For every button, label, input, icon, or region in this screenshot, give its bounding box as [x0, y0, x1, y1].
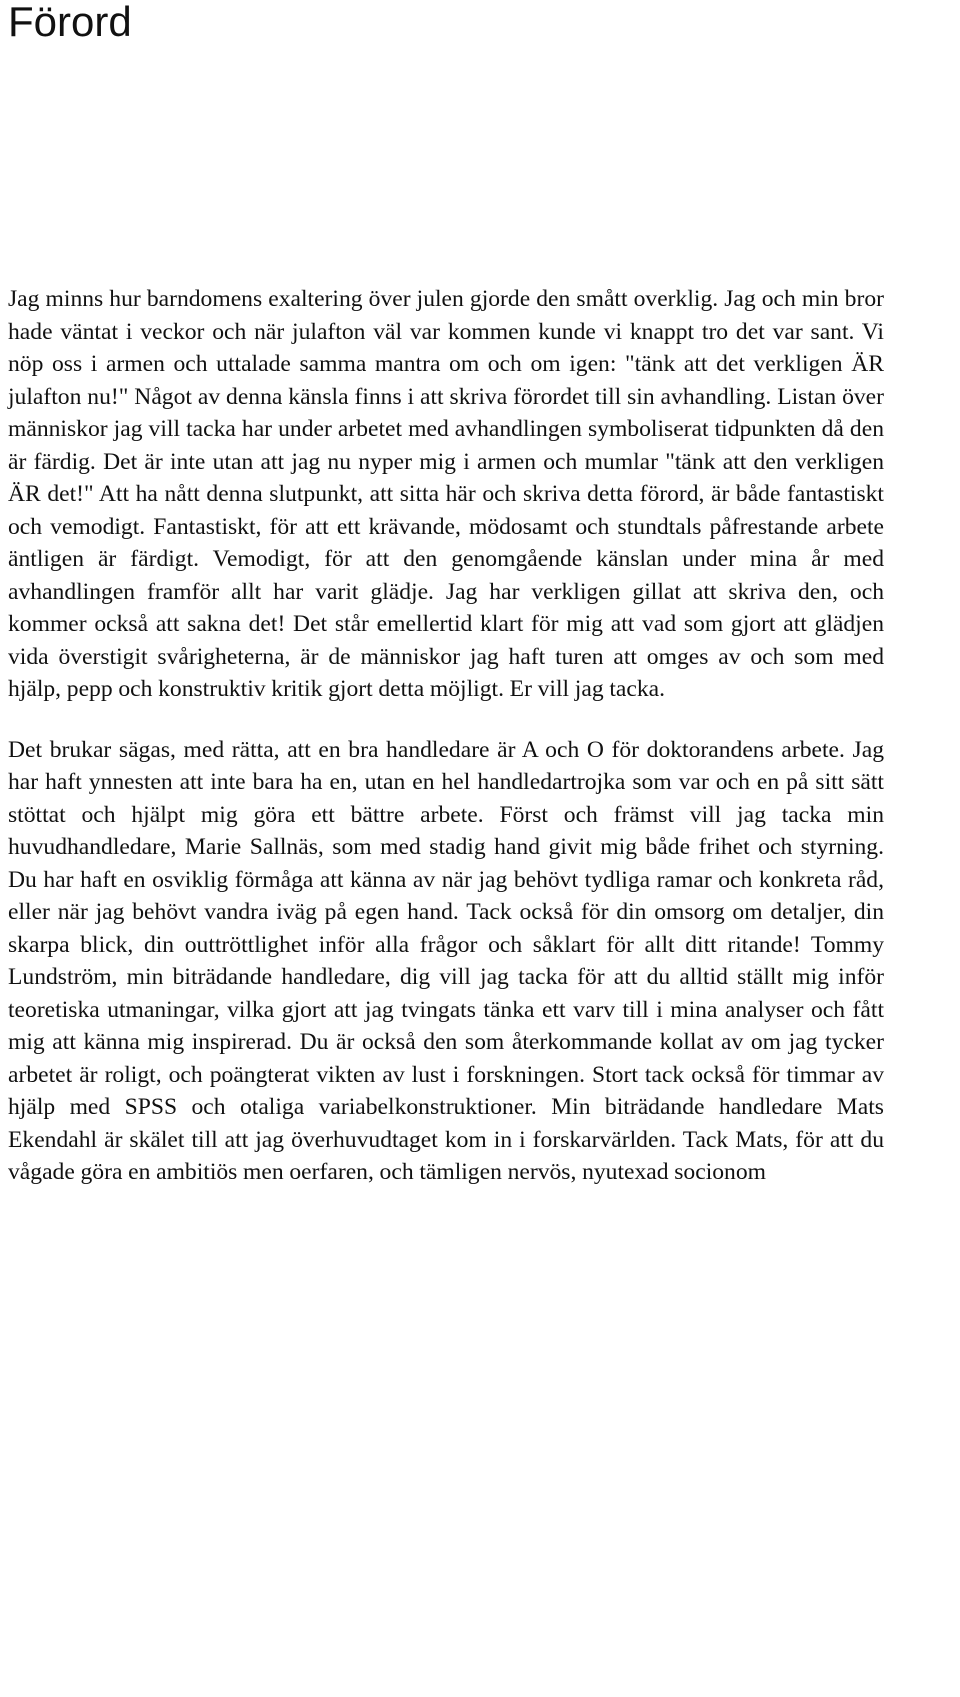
paragraph: Det brukar sägas, med rätta, att en bra handledare är A och O för doktorandens arbete. Jag har haft ynnesten att inte bara ha en, utan en hel handledartrojka som var och en på sitt sätt stöttat och hjälpt mig göra ett bättre arbete. Först och främst vill jag tacka min huvudhandledare, Marie Sallnäs, som med stadig hand givit mig både frihet och styrning. Du har haft en osviklig förmåga att känna av när jag behövt tydliga ramar och konkreta råd, eller när jag behövt vandra iväg på egen hand. Tack också för din omsorg om detaljer, din skarpa blick, din outtröttlighet inför alla frågor och såklart för allt ditt ritande! Tommy Lundström, min biträdande handledare, dig vill jag tacka för att du alltid ställt mig inför teoretiska utmaningar, vilka gjort att jag tvingats tänka ett varv till i mina analyser och fått mig att känna mig inspirerad. Du är också den som återkommande kollat av om jag tycker arbetet är roligt, och poängterat vikten av lust i forskningen. Stort tack också för timmar av hjälp med SPSS och otaliga variabelkonstruktioner. Min biträdande handledare Mats Ekendahl är skälet till att jag överhuvudtaget kom in i forskarvärlden. Tack Mats, för att du vågade göra en ambitiös men oerfaren, och tämligen nervös, nyutexad socionom [8, 736, 884, 1185]
paragraph: Jag minns hur barndomens exaltering över julen gjorde den smått overklig. Jag och min bror hade väntat i veckor och när julafton väl var kommen kunde vi knappt tro det var sant. Vi nöp oss i armen och uttalade samma mantra om och om igen: "tänk att det verkligen ÄR julafton nu!" Något av denna känsla finns i att skriva förordet till sin avhandling. Listan över människor jag vill tacka har under arbetet med avhandlingen symboliserat tidpunkten då den är färdig. Det är inte utan att jag nu nyper mig i armen och mumlar "tänk att den verkligen ÄR det!" Att ha nått denna slutpunkt, att sitta här och skriva detta förord, är både fantastiskt och vemodigt. Fantastiskt, för att ett krävande, mödosamt och stundtals påfrestande arbete äntligen är färdigt. Vemodigt, för att den genomgående känslan under mina år med avhandlingen framför allt har varit glädje. Jag har verkligen gillat att skriva den, och kommer också att sakna det! Det står emellertid klart för mig att vad som gjort att glädjen vida överstigit svårigheterna, är de människor jag haft turen att omges av och som med hjälp, pepp och konstruktiv kritik gjort detta möjligt. Er vill jag tacka. [8, 286, 884, 702]
page-title: Förord [8, 0, 132, 45]
document-body [8, 283, 884, 1189]
